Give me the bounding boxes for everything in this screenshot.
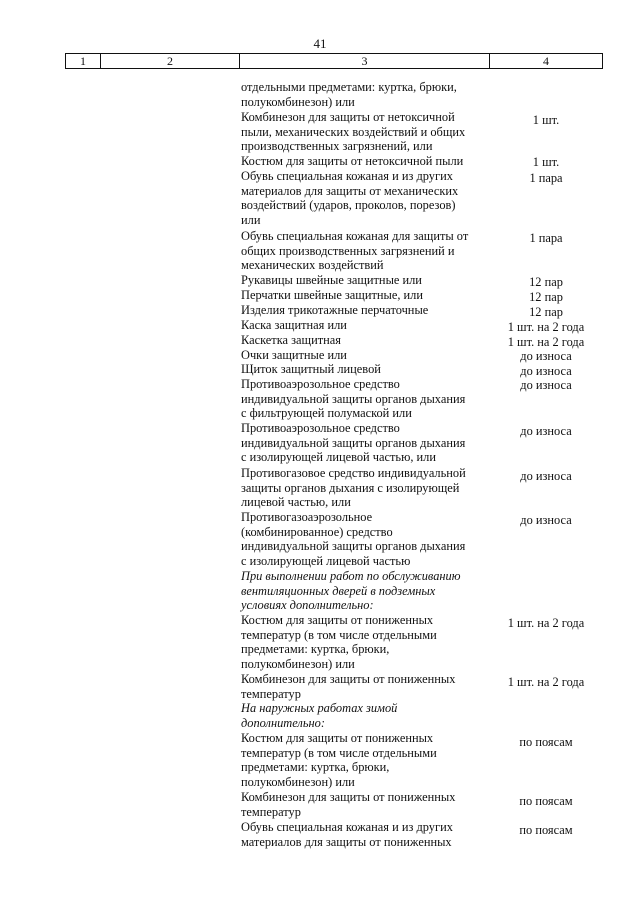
item-quantity: 12 пар [529,290,563,304]
item-name: Комбинезон для защиты от нетоксичной пыли, механических воздействий и общих производственных загрязнений, или [241,110,466,154]
column-header-3: 3 [240,54,490,69]
page-number: 41 [313,36,327,51]
item-name: Щиток защитный лицевой [241,362,381,376]
item-quantity: 1 шт. на 2 года [507,616,585,630]
item-name: Каска защитная или [241,318,347,332]
column-header-2: 2 [101,54,240,69]
item-name: Очки защитные или [241,348,347,362]
item-name: Противогазовое средство индивидуальной защиты органов дыхания с изолирующей лицевой частью, или [241,466,466,510]
item-name: Изделия трикотажные перчаточные [241,303,429,317]
item-quantity: 1 шт. на 2 года [507,320,585,334]
item-name: Перчатки швейные защитные, или [241,288,423,302]
item-quantity: 1 шт. [532,155,560,169]
item-quantity: до износа [520,349,572,363]
column-header-4: 4 [490,54,603,69]
item-quantity: до износа [520,364,572,378]
item-name: отдельными предметами: куртка, брюки, полукомбинезон) или [241,80,457,109]
item-name: Каскетка защитная [241,333,341,347]
item-name: Комбинезон для защиты от пониженных температур [241,790,456,819]
item-quantity: 1 шт. [532,113,560,127]
item-name: Рукавицы швейные защитные или [241,273,422,287]
item-quantity: 12 пар [529,275,563,289]
item-quantity: по поясам [519,735,573,749]
item-quantity: до износа [520,378,572,392]
item-quantity: до износа [520,513,572,527]
item-name: Противоаэрозольное средство индивидуальной защиты органов дыхания с фильтрующей полумаской или [241,377,466,421]
item-quantity: до износа [520,424,572,438]
item-quantity: до износа [520,469,572,483]
section-heading: На наружных работах зимой дополнительно: [241,701,398,730]
item-name: Обувь специальная кожаная и из других материалов для защиты от пониженных [241,820,453,849]
item-quantity: 1 шт. на 2 года [507,675,585,689]
column-header-1: 1 [66,54,101,69]
section-heading: При выполнении работ по обслуживанию вентиляционных дверей в подземных условиях дополнительно: [241,569,461,613]
item-name: Костюм для защиты от пониженных температур (в том числе отдельными предметами: куртка, брюки, полукомбинезон) или [241,731,437,789]
column-header-table [65,53,603,69]
item-name: Противогазоаэрозольное (комбинированное) средство индивидуальной защиты органов дыхания с изолирующей лицевой частью [241,510,466,568]
item-name: Комбинезон для защиты от пониженных температур [241,672,456,701]
item-name: Противоаэрозольное средство индивидуальной защиты органов дыхания с изолирующей лицевой частью, или [241,421,466,465]
item-quantity: 1 пара [529,171,563,185]
item-quantity: по поясам [519,823,573,837]
item-quantity: 1 шт. на 2 года [507,335,585,349]
item-name: Обувь специальная кожаная для защиты от общих производственных загрязнений и механических воздействий [241,229,469,273]
item-name: Обувь специальная кожаная и из других материалов для защиты от механических воздействий (ударов, проколов, порезов) или [241,169,459,227]
item-name: Костюм для защиты от нетоксичной пыли [241,154,464,168]
item-quantity: 1 пара [529,231,563,245]
item-quantity: 12 пар [529,305,563,319]
item-quantity: по поясам [519,794,573,808]
item-name: Костюм для защиты от пониженных температур (в том числе отдельными предметами: куртка, брюки, полукомбинезон) или [241,613,437,671]
